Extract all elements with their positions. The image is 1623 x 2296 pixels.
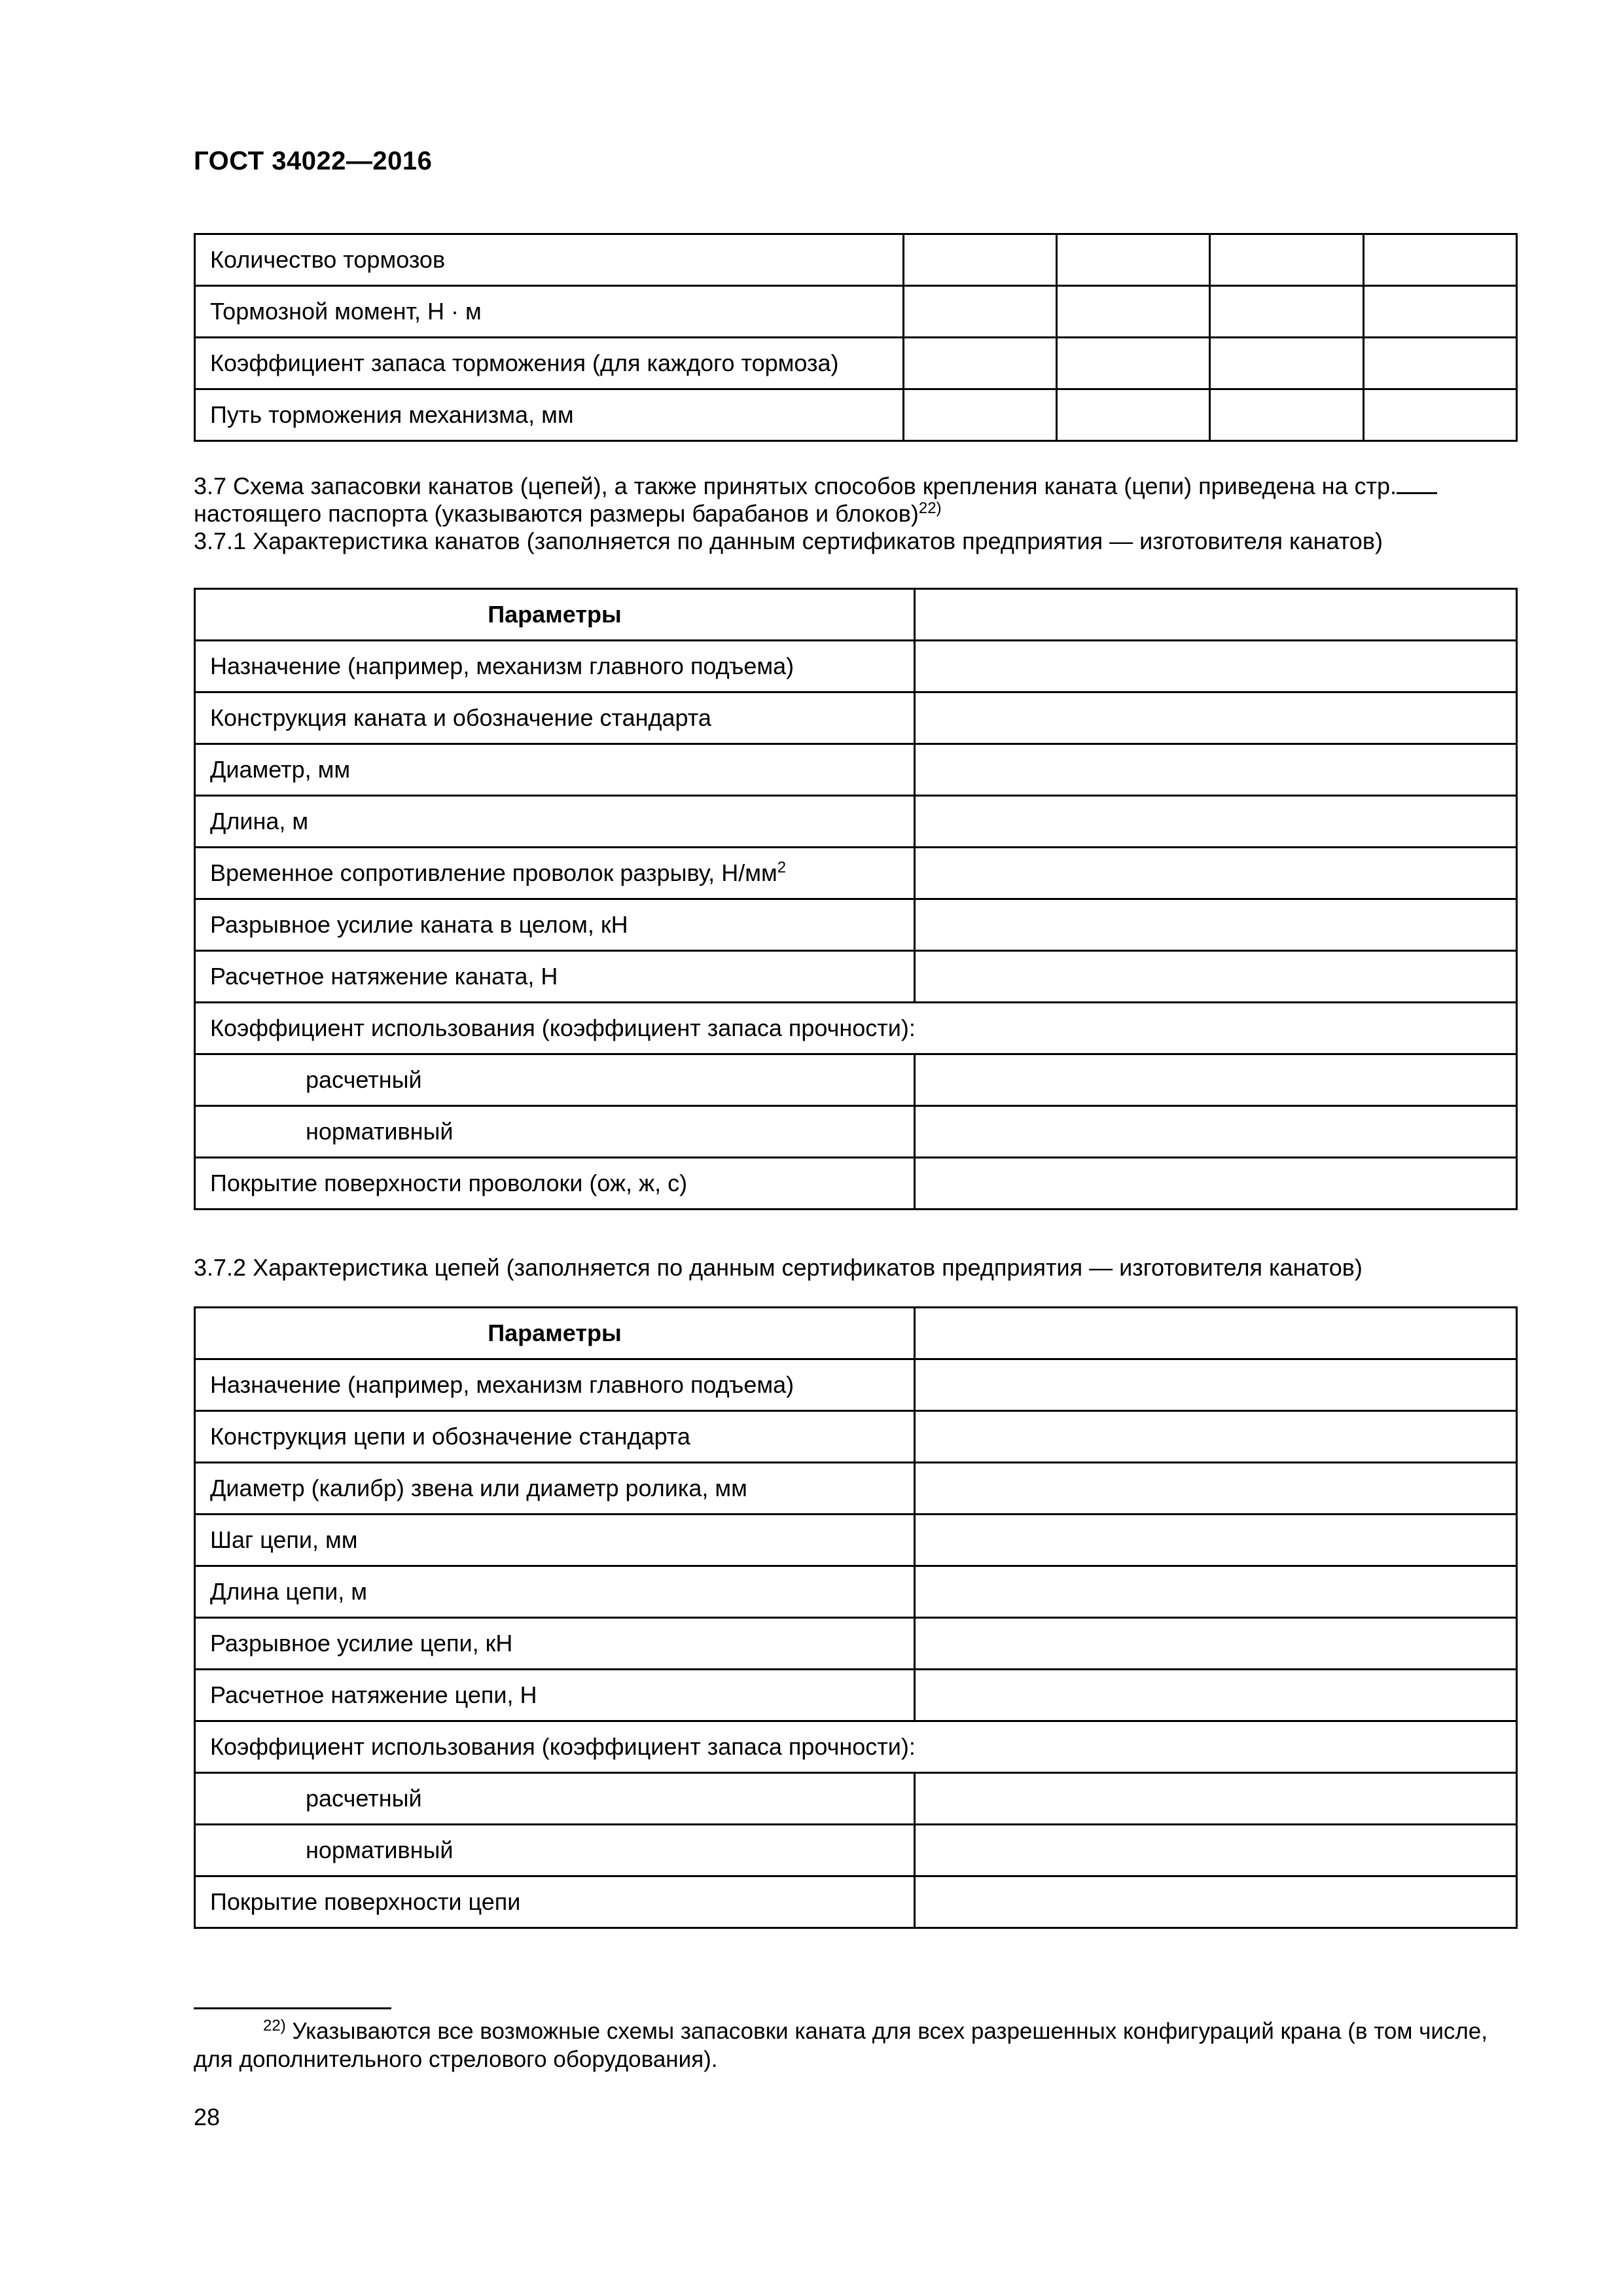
input-cell[interactable] <box>1364 389 1517 441</box>
input-cell[interactable] <box>904 338 1057 389</box>
row-label: Коэффициент использования (коэффициент запаса прочности): <box>195 1003 1517 1054</box>
value-cell[interactable] <box>915 1054 1517 1106</box>
input-cell[interactable] <box>904 234 1057 286</box>
row-label: Количество тормозов <box>195 234 904 286</box>
input-cell[interactable] <box>1057 389 1210 441</box>
row-label: Тормозной момент, Н · м <box>195 286 904 338</box>
table-row <box>195 1411 1517 1463</box>
value-cell[interactable] <box>915 1825 1517 1876</box>
table-row <box>195 951 1517 1003</box>
table-row <box>195 1721 1517 1773</box>
input-cell[interactable] <box>904 286 1057 338</box>
value-cell[interactable] <box>915 1158 1517 1210</box>
row-label: Расчетное натяжение каната, Н <box>195 951 915 1003</box>
table-row <box>195 1359 1517 1411</box>
footnote-marker: 22) <box>263 2017 286 2035</box>
table-header-row <box>195 1308 1517 1359</box>
unit-superscript: 2 <box>777 859 787 876</box>
row-label: Назначение (например, механизм главного подъема) <box>195 1359 915 1411</box>
row-label: расчетный <box>195 1773 915 1825</box>
value-cell[interactable] <box>915 951 1517 1003</box>
table-row <box>195 338 1517 389</box>
parameters-header: Параметры <box>195 589 915 641</box>
table-row <box>195 848 1517 899</box>
value-cell[interactable] <box>915 1359 1517 1411</box>
table-row <box>195 1463 1517 1515</box>
value-cell[interactable] <box>915 1566 1517 1618</box>
brake-table <box>194 233 1518 442</box>
table-row <box>195 1773 1517 1825</box>
value-cell[interactable] <box>915 1618 1517 1670</box>
section-3-7-1-heading: 3.7.1 Характеристика канатов (заполняется по данным сертификатов предприятия — изготовителя канатов) <box>194 528 1383 554</box>
value-cell[interactable] <box>915 641 1517 692</box>
input-cell[interactable] <box>1364 286 1517 338</box>
page-number: 28 <box>194 2104 221 2130</box>
table-row <box>195 1515 1517 1566</box>
table-row <box>195 1158 1517 1210</box>
table-row <box>195 1003 1517 1054</box>
table-row <box>195 389 1517 441</box>
table-row <box>195 692 1517 744</box>
table-row <box>195 1618 1517 1670</box>
input-cell[interactable] <box>1210 389 1364 441</box>
row-label: Расчетное натяжение цепи, Н <box>195 1670 915 1721</box>
row-label: Конструкция цепи и обозначение стандарта <box>195 1411 915 1463</box>
table-row <box>195 744 1517 796</box>
table-row <box>195 1670 1517 1721</box>
section-3-7-line1: 3.7 Схема запасовки канатов (цепей), а также принятых способов крепления каната (цепи) приведена на стр. <box>194 473 1518 500</box>
row-label: Шаг цепи, мм <box>195 1515 915 1566</box>
value-cell[interactable] <box>915 899 1517 951</box>
row-label: Разрывное усилие цепи, кН <box>195 1618 915 1670</box>
page-number-blank[interactable] <box>1397 473 1437 494</box>
table-row <box>195 286 1517 338</box>
parameters-header: Параметры <box>195 1308 915 1359</box>
table-header-row <box>195 589 1517 641</box>
row-label: Диаметр (калибр) звена или диаметр ролика, мм <box>195 1463 915 1515</box>
value-cell[interactable] <box>915 692 1517 744</box>
footnote <box>194 2017 1518 2073</box>
table-row <box>195 234 1517 286</box>
value-cell[interactable] <box>915 1106 1517 1158</box>
value-cell[interactable] <box>915 744 1517 796</box>
value-cell[interactable] <box>915 1463 1517 1515</box>
row-label: Длина цепи, м <box>195 1566 915 1618</box>
value-cell[interactable] <box>915 848 1517 899</box>
row-label: Коэффициент запаса торможения (для каждого тормоза) <box>195 338 904 389</box>
value-cell[interactable] <box>915 1411 1517 1463</box>
value-cell[interactable] <box>915 1876 1517 1928</box>
value-cell[interactable] <box>915 1515 1517 1566</box>
section-3-7-paragraph <box>194 473 1518 555</box>
table-row <box>195 1054 1517 1106</box>
section-3-7-2-heading: 3.7.2 Характеристика цепей (заполняется по данным сертификатов предприятия — изготовителя канатов) <box>194 1254 1363 1281</box>
input-cell[interactable] <box>1210 338 1364 389</box>
rope-table <box>194 588 1518 1210</box>
section-3-7-line2: настоящего паспорта (указываются размеры барабанов и блоков)$^{22)}$ <box>194 499 942 527</box>
input-cell[interactable] <box>1210 234 1364 286</box>
footnote-text: Указываются все возможные схемы запасовки каната для всех разрешенных конфигураций крана (в том числе, для дополнительного стрелового оборудования). <box>194 2018 1488 2072</box>
row-label: Диаметр, мм <box>195 744 915 796</box>
input-cell[interactable] <box>1364 338 1517 389</box>
row-label: нормативный <box>195 1825 915 1876</box>
row-label: расчетный <box>195 1054 915 1106</box>
row-label: Длина, м <box>195 796 915 848</box>
table-row <box>195 1566 1517 1618</box>
row-label: Конструкция каната и обозначение стандарта <box>195 692 915 744</box>
input-cell[interactable] <box>904 389 1057 441</box>
input-cell[interactable] <box>1057 234 1210 286</box>
value-cell[interactable] <box>915 589 1517 641</box>
value-cell[interactable] <box>915 1773 1517 1825</box>
row-label: Покрытие поверхности цепи <box>195 1876 915 1928</box>
footnote-ref: 22) <box>918 499 942 517</box>
table-row <box>195 899 1517 951</box>
table-row <box>195 1106 1517 1158</box>
input-cell[interactable] <box>1057 286 1210 338</box>
row-label: Покрытие поверхности проволоки (ож, ж, с) <box>195 1158 915 1210</box>
value-cell[interactable] <box>915 796 1517 848</box>
document-header: ГОСТ 34022—2016 <box>194 147 433 175</box>
table-row <box>195 796 1517 848</box>
row-label: Временное сопротивление проволок разрыву, $Н/мм^2$ <box>195 848 915 899</box>
row-label: Разрывное усилие каната в целом, кН <box>195 899 915 951</box>
chain-table <box>194 1306 1518 1929</box>
value-cell[interactable] <box>915 1670 1517 1721</box>
footnote-divider <box>194 2007 391 2009</box>
row-label: Коэффициент использования (коэффициент запаса прочности): <box>195 1721 1517 1773</box>
table-row <box>195 641 1517 692</box>
value-cell[interactable] <box>915 1308 1517 1359</box>
input-cell[interactable] <box>1210 286 1364 338</box>
input-cell[interactable] <box>1364 234 1517 286</box>
row-label: Назначение (например, механизм главного подъема) <box>195 641 915 692</box>
table-row <box>195 1825 1517 1876</box>
row-label: Путь торможения механизма, мм <box>195 389 904 441</box>
row-label: нормативный <box>195 1106 915 1158</box>
table-row <box>195 1876 1517 1928</box>
input-cell[interactable] <box>1057 338 1210 389</box>
